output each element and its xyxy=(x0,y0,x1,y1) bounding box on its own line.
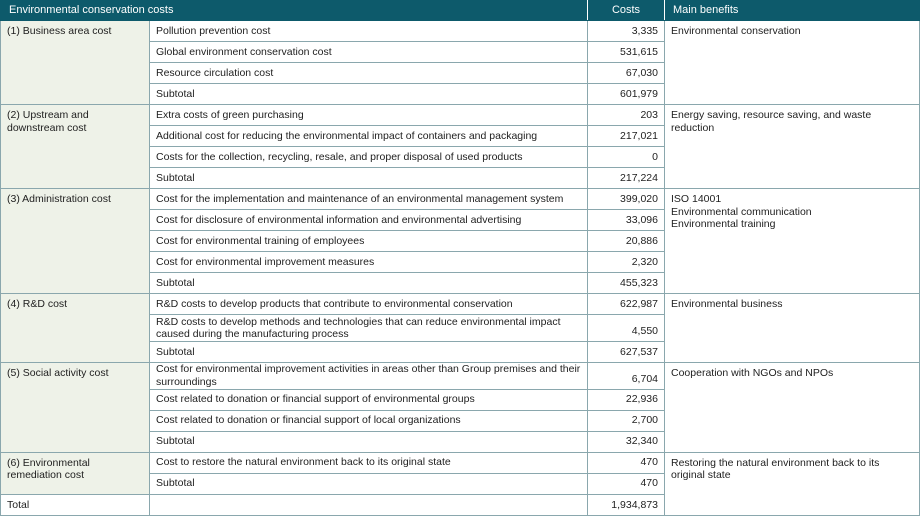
benefit-cell xyxy=(665,189,920,294)
item-cell: Cost for environmental improvement measures xyxy=(150,252,588,273)
subtotal-cost: 217,224 xyxy=(588,168,665,189)
cost-cell: 2,320 xyxy=(588,252,665,273)
subtotal-cost: 32,340 xyxy=(588,431,665,452)
header-costs: Costs xyxy=(588,1,665,21)
cost-cell: 217,021 xyxy=(588,126,665,147)
benefit-line: ISO 14001 xyxy=(671,193,722,206)
item-cell: Cost for environmental training of employees xyxy=(150,231,588,252)
benefit-line: Environmental conservation xyxy=(671,25,801,37)
table-row xyxy=(1,189,920,210)
cost-cell: 0 xyxy=(588,147,665,168)
subtotal-cost: 627,537 xyxy=(588,341,665,362)
item-cell: Cost to restore the natural environment back to its original state xyxy=(150,452,588,473)
category-cell: (6) Environmental remediation cost xyxy=(1,452,150,494)
subtotal-label: Subtotal xyxy=(150,168,588,189)
item-cell: R&D costs to develop products that contribute to environmental conservation xyxy=(150,294,588,315)
cost-cell: 531,615 xyxy=(588,42,665,63)
cost-cell: 622,987 xyxy=(588,294,665,315)
benefit-line: Restoring the natural environment back to its original state xyxy=(671,456,880,482)
benefit-line: Environmental training xyxy=(671,218,776,231)
table-row xyxy=(1,294,920,315)
subtotal-cost: 455,323 xyxy=(588,273,665,294)
cost-cell: 20,886 xyxy=(588,231,665,252)
category-cell: (1) Business area cost xyxy=(1,21,150,105)
benefit-cell xyxy=(665,362,920,452)
cost-cell: 203 xyxy=(588,105,665,126)
category-cell: (4) R&D cost xyxy=(1,294,150,363)
cost-cell: 3,335 xyxy=(588,21,665,42)
benefit-line: Cooperation with NGOs and NPOs xyxy=(671,366,834,379)
table-row xyxy=(1,362,920,389)
item-cell: Global environment conservation cost xyxy=(150,42,588,63)
subtotal-label: Subtotal xyxy=(150,273,588,294)
cost-cell: 6,704 xyxy=(588,362,665,389)
benefit-line: Environmental communication xyxy=(671,205,812,218)
item-cell: Cost related to donation or financial support of local organizations xyxy=(150,410,588,431)
cost-cell: 399,020 xyxy=(588,189,665,210)
category-cell: (3) Administration cost xyxy=(1,189,150,294)
total-label: Total xyxy=(1,494,150,515)
benefit-line: Environmental business xyxy=(671,298,783,311)
header-category: Environmental conservation costs xyxy=(1,1,588,21)
table-row xyxy=(1,21,920,42)
item-cell: Cost related to donation or financial support of environmental groups xyxy=(150,389,588,410)
total-cost: 1,934,873 xyxy=(588,494,665,515)
item-cell: Cost for environmental improvement activities in areas other than Group premises and their surroundings xyxy=(150,362,588,389)
subtotal-cost: 470 xyxy=(588,473,665,494)
header-row xyxy=(1,1,920,21)
benefit-cell xyxy=(665,21,920,105)
item-cell: Cost for disclosure of environmental information and environmental advertising xyxy=(150,210,588,231)
total-item-empty xyxy=(150,494,588,515)
cost-cell: 67,030 xyxy=(588,63,665,84)
subtotal-label: Subtotal xyxy=(150,84,588,105)
item-cell: Pollution prevention cost xyxy=(150,21,588,42)
subtotal-cost: 601,979 xyxy=(588,84,665,105)
cost-cell: 2,700 xyxy=(588,410,665,431)
cost-cell: 22,936 xyxy=(588,389,665,410)
cost-cell: 4,550 xyxy=(588,315,665,342)
item-cell: Cost for the implementation and maintenance of an environmental management system xyxy=(150,189,588,210)
category-cell: (2) Upstream and downstream cost xyxy=(1,105,150,189)
benefit-cell xyxy=(665,105,920,189)
benefit-cell xyxy=(665,452,920,515)
item-cell: Extra costs of green purchasing xyxy=(150,105,588,126)
item-cell: Costs for the collection, recycling, resale, and proper disposal of used products xyxy=(150,147,588,168)
subtotal-label: Subtotal xyxy=(150,431,588,452)
header-benefits: Main benefits xyxy=(665,1,920,21)
subtotal-label: Subtotal xyxy=(150,341,588,362)
table-row xyxy=(1,452,920,473)
subtotal-label: Subtotal xyxy=(150,473,588,494)
benefit-line: Energy saving, resource saving, and waste reduction xyxy=(671,109,872,134)
item-cell: R&D costs to develop methods and technologies that can reduce environmental impact caused during the manufacturing process xyxy=(150,315,588,342)
cost-cell: 470 xyxy=(588,452,665,473)
table-row xyxy=(1,105,920,126)
benefit-cell xyxy=(665,294,920,363)
cost-cell: 33,096 xyxy=(588,210,665,231)
category-cell: (5) Social activity cost xyxy=(1,362,150,452)
item-cell: Resource circulation cost xyxy=(150,63,588,84)
item-cell: Additional cost for reducing the environmental impact of containers and packaging xyxy=(150,126,588,147)
